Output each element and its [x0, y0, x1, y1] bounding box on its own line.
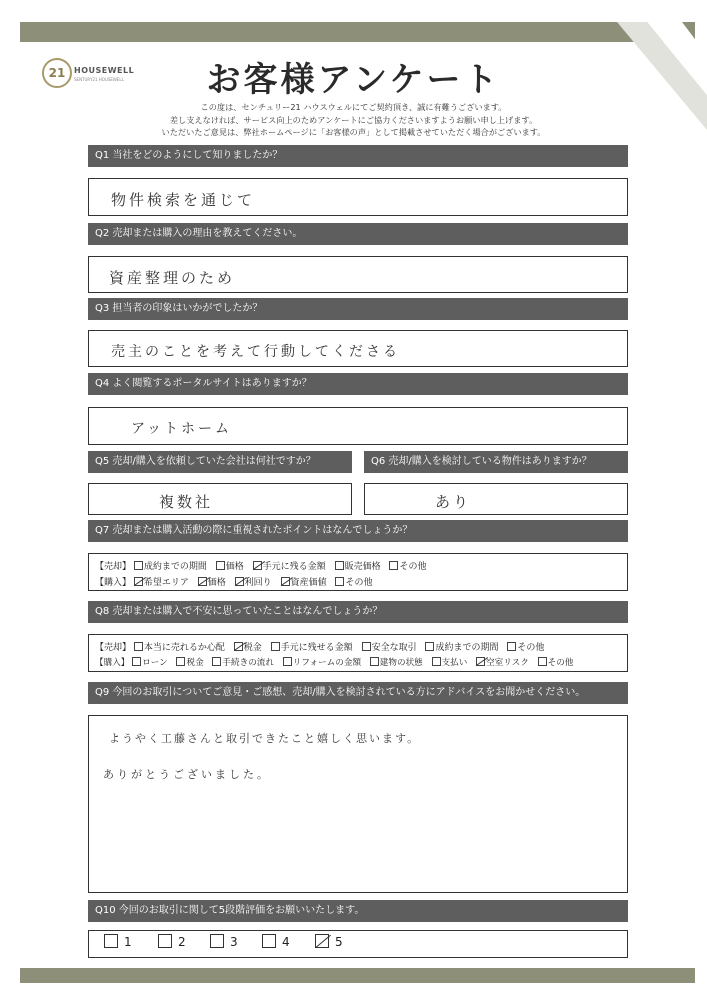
checkbox[interactable]: [271, 642, 280, 651]
rating-label: 3: [230, 935, 238, 949]
q8-buy-option-5[interactable]: [370, 656, 423, 668]
q7-sell-option-4[interactable]: [335, 559, 381, 572]
option-label: 本当に売れるか心配: [143, 643, 225, 653]
q8-buy-option-6[interactable]: [432, 656, 468, 668]
q8-sell-option-6[interactable]: [507, 640, 544, 653]
option-label: ローン: [142, 658, 168, 668]
q7-sell-option-2[interactable]: [216, 559, 244, 572]
checkbox[interactable]: [432, 657, 441, 666]
intro-line: いただいたご意見は、弊社ホームページに「お客様の声」として掲載させていただく場合がございます。: [161, 127, 546, 137]
checkbox[interactable]: [507, 642, 516, 651]
option-label: 成約までの期間: [435, 643, 499, 653]
checkbox[interactable]: [158, 934, 172, 948]
checkbox[interactable]: [134, 561, 143, 570]
rating-option-2[interactable]: [158, 934, 186, 949]
checkbox[interactable]: [104, 934, 118, 948]
logo-name: HOUSEWELL: [74, 66, 135, 75]
q8-row-buy: [95, 656, 579, 668]
option-label: その他: [547, 658, 574, 668]
rating-label: 2: [178, 935, 186, 949]
option-label: 建物の状態: [379, 658, 423, 668]
q8-buy-option-8[interactable]: [538, 656, 574, 668]
q8-options-box: [88, 634, 628, 672]
q7-label: Q7 売却または購入活動の際に重視されたポイントはなんでしょうか？: [88, 520, 628, 542]
option-label: 手元に残せる金額: [280, 643, 353, 653]
checkbox[interactable]: [134, 577, 143, 586]
q9-answer-line: ありがとうございました。: [103, 768, 271, 781]
q5-answer: 複数社: [159, 493, 214, 511]
q7-sell-option-3[interactable]: [253, 559, 326, 572]
checkbox[interactable]: [425, 642, 434, 651]
checkbox[interactable]: [538, 657, 547, 666]
checkbox[interactable]: [234, 642, 243, 651]
q7-row-buy-head: 【購入】: [95, 578, 132, 588]
q7-buy-option-2[interactable]: [198, 575, 226, 588]
q7-row-buy: [95, 575, 378, 588]
q7-buy-option-3[interactable]: [235, 575, 272, 588]
option-label: 資産価値: [290, 578, 327, 588]
q8-row-buy-head: 【購入】: [95, 658, 130, 668]
option-label: 安全な取引: [371, 643, 417, 653]
q2-label: Q2 売却または購入の理由を教えてください。: [88, 223, 628, 245]
q1-label: Q1 当社をどのようにして知りましたか？: [88, 145, 628, 167]
q8-buy-option-7[interactable]: [476, 656, 529, 668]
q8-sell-option-3[interactable]: [271, 640, 353, 653]
q7-buy-option-4[interactable]: [281, 575, 327, 588]
bottom-banner: [20, 968, 695, 983]
q7-buy-option-5[interactable]: [335, 575, 372, 588]
q8-label: Q8 売却または購入で不安に思っていたことはなんでしょうか？: [88, 601, 628, 623]
rating-option-1[interactable]: [104, 934, 132, 949]
q8-sell-option-2[interactable]: [234, 640, 262, 653]
option-label: 税金: [243, 643, 262, 653]
intro-line: 差し支えなければ、サービス向上のためアンケートにご協力くださいますようお願い申し上げます。: [169, 114, 538, 125]
q7-buy-option-1[interactable]: [134, 575, 189, 588]
checkbox[interactable]: [262, 934, 276, 948]
q9-label: Q9 今回のお取引についてご意見・ご感想、売却/購入を検討されている方にアドバイスをお聞かせください。: [88, 682, 628, 704]
rating-label: 1: [124, 935, 132, 949]
q1-answer: 物件検索を通じて: [111, 191, 256, 209]
checkbox[interactable]: [335, 577, 344, 586]
checkbox[interactable]: [132, 657, 141, 666]
q8-sell-option-5[interactable]: [425, 640, 498, 653]
option-label: 空室リスク: [486, 658, 529, 668]
logo-mark: 21: [42, 58, 72, 88]
logo-subtext: SENTURY21 HOUSEWELL: [74, 77, 124, 82]
rating-option-3[interactable]: [210, 934, 238, 949]
checkbox[interactable]: [476, 657, 485, 666]
checkbox[interactable]: [198, 577, 207, 586]
option-label: 価格: [207, 578, 226, 588]
q7-sell-option-1[interactable]: [134, 559, 207, 572]
q9-answer-line: ようやく工藤さんと取引できたこと嬉しく思います。: [109, 732, 421, 745]
option-label: 希望エリア: [143, 578, 189, 588]
checkbox[interactable]: [210, 934, 224, 948]
rating-option-5[interactable]: [315, 934, 343, 949]
q8-sell-option-4[interactable]: [362, 640, 417, 653]
option-label: 手元に残る金額: [262, 562, 326, 572]
q8-buy-option-3[interactable]: [212, 656, 274, 668]
option-label: 価格: [225, 562, 244, 572]
checkbox[interactable]: [281, 577, 290, 586]
q1-answer-box[interactable]: [88, 178, 628, 216]
option-label: 税金: [186, 658, 204, 668]
checkbox[interactable]: [176, 657, 185, 666]
checkbox[interactable]: [315, 934, 329, 948]
q8-buy-option-4[interactable]: [283, 656, 361, 668]
q7-sell-option-5[interactable]: [389, 559, 426, 572]
intro-text: [0, 101, 707, 139]
q3-label: Q3 担当者の印象はいかがでしたか？: [88, 298, 628, 320]
q4-answer: アットホーム: [131, 421, 233, 437]
q7-row-sell-head: 【売却】: [95, 562, 132, 572]
q9-answer-box[interactable]: [88, 715, 628, 893]
q6-answer-box[interactable]: [364, 483, 628, 515]
q8-sell-option-1[interactable]: [134, 640, 225, 653]
q2-answer-box[interactable]: [88, 256, 628, 293]
q8-row-sell-head: 【売却】: [95, 643, 132, 653]
checkbox[interactable]: [389, 561, 398, 570]
intro-line: この度は、センチュリー21 ハウスウェルにてご契約頂き、誠に有難うございます。: [200, 102, 507, 112]
checkbox[interactable]: [235, 577, 244, 586]
q7-options-box: [88, 553, 628, 591]
checkbox[interactable]: [370, 657, 379, 666]
option-label: その他: [399, 562, 427, 572]
checkbox[interactable]: [362, 642, 371, 651]
q2-answer: 資産整理のため: [109, 269, 236, 287]
checkbox[interactable]: [216, 561, 225, 570]
page-title: お客様アンケート: [206, 60, 501, 100]
q3-answer: 売主のことを考えて行動してくださる: [111, 344, 400, 360]
q4-answer-box[interactable]: [88, 407, 628, 445]
q8-buy-option-1[interactable]: [132, 656, 168, 668]
checkbox[interactable]: [134, 642, 143, 651]
rating-label: 4: [282, 935, 290, 949]
q7-row-sell: [95, 559, 432, 572]
option-label: 手続きの流れ: [222, 658, 274, 668]
q5-answer-box[interactable]: [88, 483, 352, 515]
checkbox[interactable]: [253, 561, 262, 570]
q10-label: Q10 今回のお取引に関して5段階評価をお願いいたします。: [88, 900, 628, 922]
q3-answer-box[interactable]: [88, 330, 628, 367]
option-label: 利回り: [244, 578, 272, 588]
option-label: その他: [517, 643, 545, 653]
rating-option-4[interactable]: [262, 934, 290, 949]
option-label: 支払い: [441, 658, 468, 668]
option-label: 販売価格: [344, 562, 381, 572]
option-label: その他: [345, 578, 373, 588]
q5-label: Q5 売却/購入を依頼していた会社は何社ですか？: [88, 451, 352, 473]
q8-row-sell: [95, 640, 550, 653]
option-label: リフォームの金額: [292, 658, 362, 668]
option-label: 成約までの期間: [143, 562, 207, 572]
rating-label: 5: [335, 935, 343, 949]
checkbox[interactable]: [335, 561, 344, 570]
q8-buy-option-2[interactable]: [176, 656, 203, 668]
checkbox[interactable]: [212, 657, 221, 666]
q6-label: Q6 売却/購入を検討している物件はありますか？: [364, 451, 628, 473]
checkbox[interactable]: [283, 657, 292, 666]
q6-answer: あり: [435, 493, 472, 511]
q4-label: Q4 よく閲覧するポータルサイトはありますか？: [88, 373, 628, 395]
